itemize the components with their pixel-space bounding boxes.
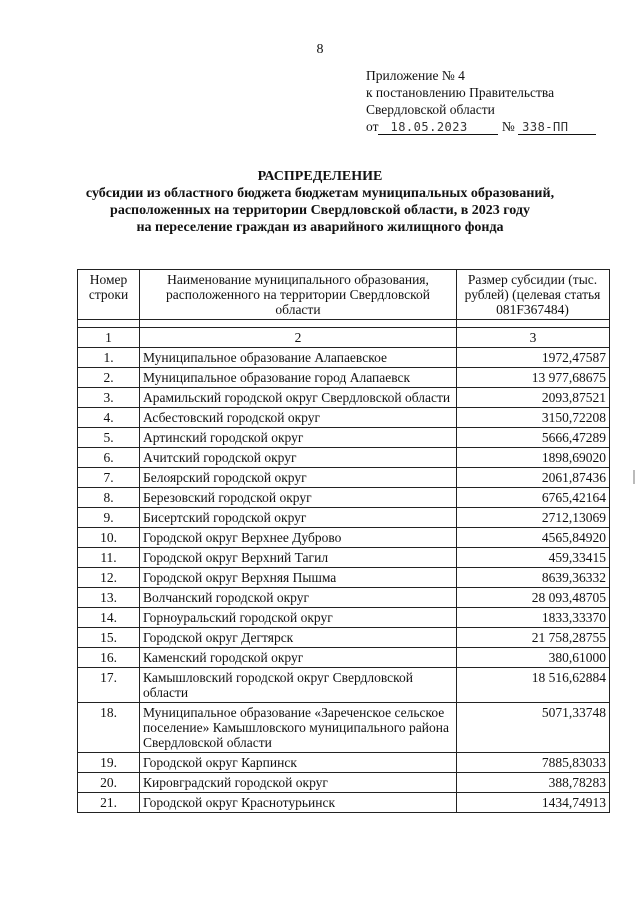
row-number-cell: 10. (78, 528, 140, 548)
municipality-name-cell: Муниципальное образование город Алапаевск (140, 368, 457, 388)
row-number-cell: 4. (78, 408, 140, 428)
handwritten-number: 338-ПП (518, 121, 596, 135)
table-row (78, 648, 610, 668)
title-line-1: субсидии из областного бюджета бюджетам муниципальных образований, (85, 186, 555, 201)
municipality-name-cell: Муниципальное образование Алапаевское (140, 348, 457, 368)
municipality-name-cell: Белоярский городской округ (140, 468, 457, 488)
subsidy-amount-cell: 1972,47587 (457, 348, 610, 368)
column-number-row (78, 328, 610, 348)
title-heading: РАСПРЕДЕЛЕНИЕ (257, 169, 383, 184)
table-row (78, 428, 610, 448)
subsidy-amount-cell: 6765,42164 (457, 488, 610, 508)
municipality-name-cell: Асбестовский городской округ (140, 408, 457, 428)
header-subsidy-amount: Размер субсидии (тыс. рублей) (целевая статья 081F367484) (457, 270, 610, 320)
row-number-cell: 17. (78, 668, 140, 703)
row-number-cell: 12. (78, 568, 140, 588)
municipality-name-cell: Каменский городской округ (140, 648, 457, 668)
subsidy-amount-cell: 2061,87436 (457, 468, 610, 488)
subsidy-amount-cell: 18 516,62884 (457, 668, 610, 703)
row-number-cell: 16. (78, 648, 140, 668)
table-row (78, 528, 610, 548)
spacer-cell (78, 320, 140, 328)
municipality-name-cell: Муниципальное образование «Зареченское сельское поселение» Камышловского муниципального района Свердловской области (140, 703, 457, 753)
appendix-block (366, 67, 596, 135)
handwritten-date: 18.05.2023 (378, 121, 498, 135)
table-row (78, 668, 610, 703)
row-number-cell: 21. (78, 793, 140, 813)
spacer-cell (457, 320, 610, 328)
appendix-line-2: к постановлению Правительства (366, 85, 555, 100)
subsidy-amount-cell: 4565,84920 (457, 528, 610, 548)
appendix-line-3: Свердловской области (366, 102, 495, 117)
table-row (78, 368, 610, 388)
subsidy-amount-cell: 13 977,68675 (457, 368, 610, 388)
municipality-name-cell: Кировградский городской округ (140, 773, 457, 793)
table-row (78, 488, 610, 508)
table-row (78, 773, 610, 793)
municipality-name-cell: Волчанский городской округ (140, 588, 457, 608)
row-number-cell: 11. (78, 548, 140, 568)
table-row (78, 348, 610, 368)
subsidy-amount-cell: 2093,87521 (457, 388, 610, 408)
subsidy-amount-cell: 5071,33748 (457, 703, 610, 753)
municipality-name-cell: Городской округ Верхний Тагил (140, 548, 457, 568)
municipality-name-cell: Городской округ Краснотурьинск (140, 793, 457, 813)
table-row (78, 548, 610, 568)
municipality-name-cell: Городской округ Верхнее Дуброво (140, 528, 457, 548)
municipality-name-cell: Бисертский городской округ (140, 508, 457, 528)
municipality-name-cell: Горноуральский городской округ (140, 608, 457, 628)
row-number-cell: 5. (78, 428, 140, 448)
document-title (0, 168, 640, 236)
header-spacer-row (78, 320, 610, 328)
row-number-cell: 3. (78, 388, 140, 408)
header-row-number: Номер строки (78, 270, 140, 320)
row-number-cell: 1. (78, 348, 140, 368)
row-number-cell: 13. (78, 588, 140, 608)
municipality-name-cell: Арамильский городской округ Свердловской области (140, 388, 457, 408)
row-number-cell: 7. (78, 468, 140, 488)
column-number-3: 3 (457, 328, 610, 348)
subsidy-amount-cell: 459,33415 (457, 548, 610, 568)
table-row (78, 468, 610, 488)
municipality-name-cell: Ачитский городской округ (140, 448, 457, 468)
subsidy-amount-cell: 380,61000 (457, 648, 610, 668)
municipality-name-cell: Городской округ Дегтярск (140, 628, 457, 648)
table-row (78, 568, 610, 588)
header-municipality: Наименование муниципального образования, расположенного на территории Свердловской области (140, 270, 457, 320)
table-row (78, 388, 610, 408)
municipality-name-cell: Березовский городской округ (140, 488, 457, 508)
subsidy-amount-cell: 388,78283 (457, 773, 610, 793)
row-number-cell: 19. (78, 753, 140, 773)
row-number-cell: 8. (78, 488, 140, 508)
table-row (78, 753, 610, 773)
municipality-name-cell: Артинский городской округ (140, 428, 457, 448)
appendix-date-line (366, 118, 596, 135)
municipality-name-cell: Городской округ Карпинск (140, 753, 457, 773)
table-row (78, 588, 610, 608)
row-number-cell: 2. (78, 368, 140, 388)
subsidy-amount-cell: 28 093,48705 (457, 588, 610, 608)
row-number-cell: 18. (78, 703, 140, 753)
column-number-1: 1 (78, 328, 140, 348)
municipality-name-cell: Камышловский городской округ Свердловской области (140, 668, 457, 703)
title-line-2: расположенных на территории Свердловской области, в 2023 году (110, 203, 530, 218)
table-row (78, 608, 610, 628)
table-row (78, 508, 610, 528)
page-number: 8 (316, 42, 324, 57)
row-number-cell: 15. (78, 628, 140, 648)
row-number-cell: 6. (78, 448, 140, 468)
subsidy-amount-cell: 21 758,28755 (457, 628, 610, 648)
table-row (78, 703, 610, 753)
subsidy-amount-cell: 7885,83033 (457, 753, 610, 773)
date-prefix: от (366, 119, 379, 134)
subsidy-amount-cell: 1434,74913 (457, 793, 610, 813)
subsidy-amount-cell: 1833,33370 (457, 608, 610, 628)
table-row (78, 408, 610, 428)
row-number-cell: 20. (78, 773, 140, 793)
table-row (78, 628, 610, 648)
row-number-cell: 9. (78, 508, 140, 528)
subsidy-amount-cell: 2712,13069 (457, 508, 610, 528)
subsidy-amount-cell: 8639,36332 (457, 568, 610, 588)
column-number-2: 2 (140, 328, 457, 348)
table-row (78, 793, 610, 813)
subsidy-amount-cell: 3150,72208 (457, 408, 610, 428)
appendix-line-1: Приложение № 4 (366, 68, 465, 83)
subsidy-amount-cell: 1898,69020 (457, 448, 610, 468)
table-header-row (78, 270, 610, 320)
spacer-cell (140, 320, 457, 328)
row-number-cell: 14. (78, 608, 140, 628)
number-prefix: № (501, 119, 515, 134)
scan-edge-mark (633, 470, 635, 484)
subsidy-amount-cell: 5666,47289 (457, 428, 610, 448)
table-row (78, 448, 610, 468)
municipality-name-cell: Городской округ Верхняя Пышма (140, 568, 457, 588)
subsidy-table (77, 269, 610, 813)
title-line-3: на переселение граждан из аварийного жилищного фонда (136, 220, 504, 235)
